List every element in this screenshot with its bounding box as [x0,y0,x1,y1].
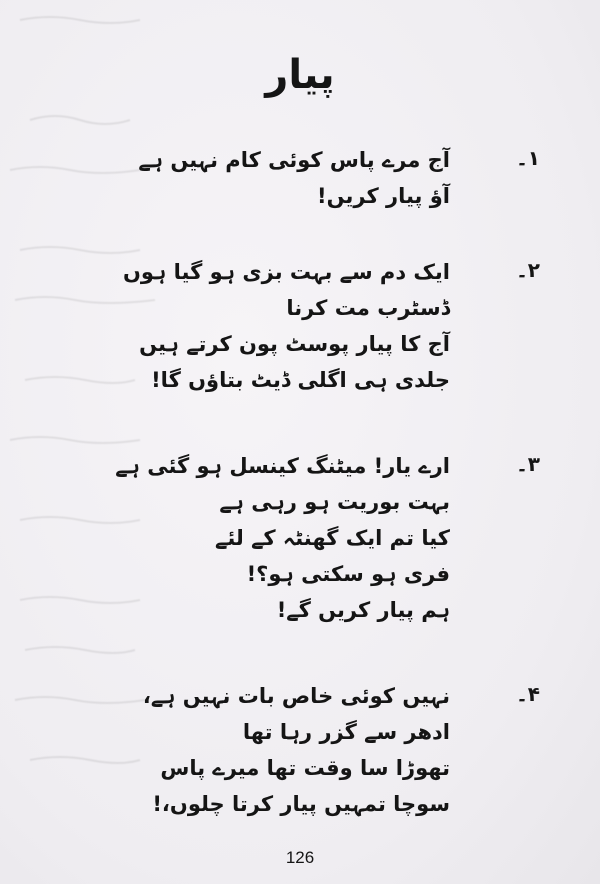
poem-line: آج مرے پاس کوئی کام نہیں ہے [138,148,450,172]
page-number: 126 [285,848,315,867]
poem-line: نہیں کوئی خاص بات نہیں ہے، [142,684,450,708]
poem-line: ہم پیار کریں گے! [276,598,450,622]
poem-line: سوچا تمہیں پیار کرتا چلوں،! [152,792,450,816]
poem-line: آج کا پیار پوسٹ پون کرتے ہیں [139,332,450,356]
poem-line: ڈسٹرب مت کرنا [286,296,450,320]
poem-2 [80,254,540,404]
poem-1 [80,142,540,222]
poem-line: آؤ پیار کریں! [317,184,450,208]
poem-number: ۳۔ [516,452,540,476]
poem-number: ۱۔ [516,146,540,170]
poem-4 [80,678,540,828]
poem-3 [80,448,540,638]
poem-line: ایک دم سے بہت بزی ہو گیا ہوں [122,260,450,284]
poem-number: ۴۔ [516,682,540,706]
poem-line: تھوڑا سا وقت تھا میرے پاس [160,756,450,780]
poem-line: جلدی ہی اگلی ڈیٹ بتاؤں گا! [151,368,450,392]
poem-number: ۲۔ [516,258,540,282]
poem-line: ادھر سے گزر رہا تھا [242,720,450,744]
poem-line: کیا تم ایک گھنٹہ کے لئے [215,526,450,550]
poem-line: ارے یار! میٹنگ کینسل ہو گئی ہے [115,454,450,478]
poem-line: فری ہو سکتی ہو؟! [246,562,450,586]
page-title: پیار [265,52,335,98]
poem-line: بہت بوریت ہو رہی ہے [219,490,450,514]
